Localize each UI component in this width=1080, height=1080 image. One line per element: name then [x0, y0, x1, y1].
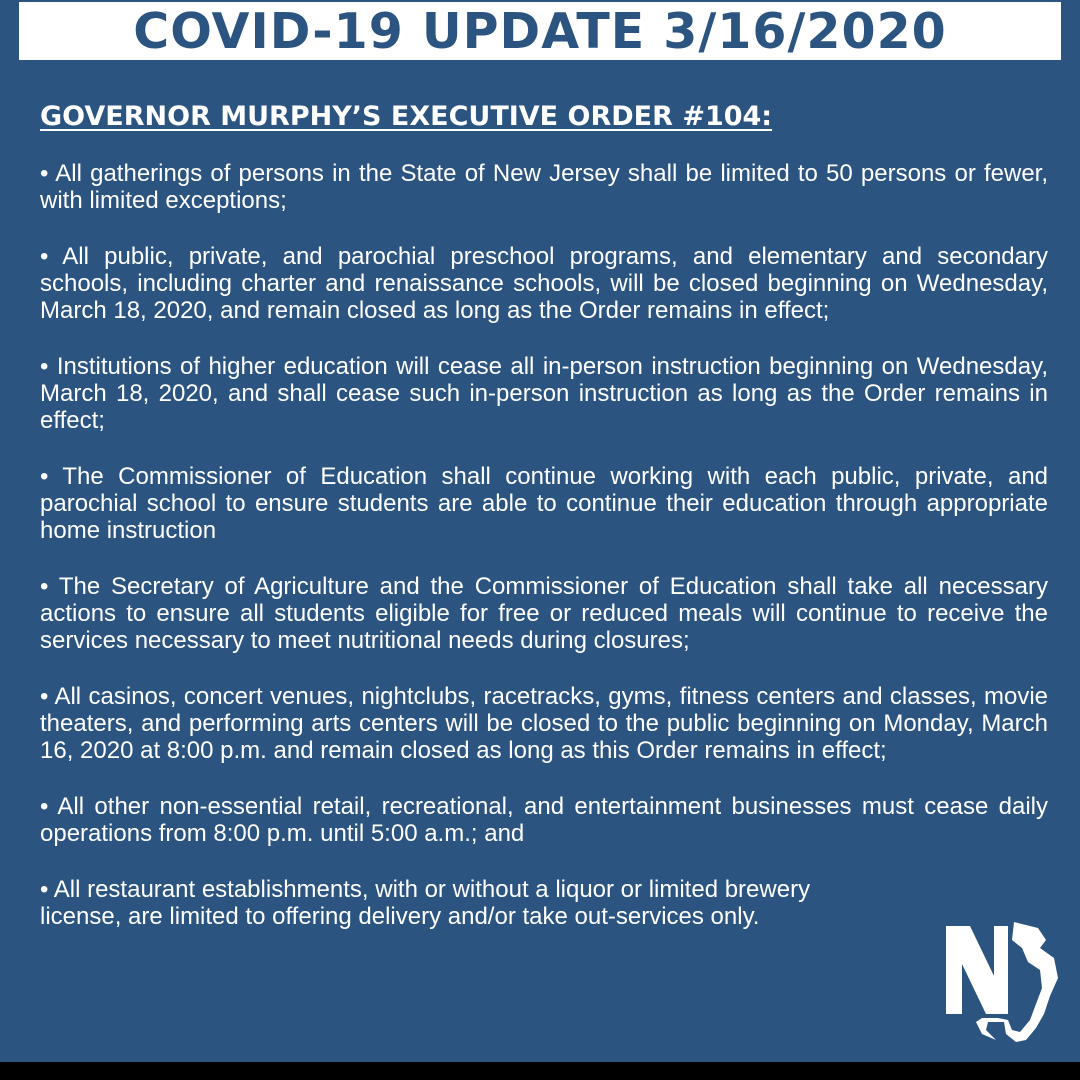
bullet-icon: •	[40, 243, 49, 270]
bullet-icon: •	[40, 876, 49, 903]
update-title: COVID-19 UPDATE 3/16/2020	[133, 2, 947, 60]
list-item	[40, 353, 1048, 434]
title-banner	[19, 2, 1061, 60]
bullet-icon: •	[40, 160, 49, 187]
order-provisions-list	[40, 160, 1048, 959]
provision-text: All gatherings of persons in the State of New Jersey shall be limited to 50 persons or fewer, with limited exceptions;	[40, 160, 1049, 214]
bullet-icon: •	[40, 573, 49, 600]
logo-letter-n	[946, 926, 1008, 1014]
list-item	[40, 876, 870, 930]
provision-text: All restaurant establishments, with or without a liquor or limited brewery license, are limited to offering delivery and/or take out-services only.	[40, 876, 811, 930]
provision-text: All casinos, concert venues, nightclubs, racetracks, gyms, fitness centers and classes, movie theaters, and performing arts centers will be closed to the public beginning on Monday, March 16, 2020 at 8:00 p.m. and remain closed as long as this Order remains in effect;	[40, 683, 1049, 764]
list-item	[40, 573, 1048, 654]
bullet-icon: •	[40, 683, 49, 710]
logo-state-inner	[1016, 968, 1032, 1016]
provision-text: The Secretary of Agriculture and the Commissioner of Education shall take all necessary actions to ensure all students eligible for free or reduced meals will continue to receive the services necessary to meet nutritional needs during closures;	[40, 573, 1048, 654]
bullet-icon: •	[40, 353, 49, 380]
list-item	[40, 683, 1048, 764]
list-item	[40, 463, 1048, 544]
list-item	[40, 160, 1048, 214]
provision-text: The Commissioner of Education shall continue working with each public, private, and parochial school to ensure students are able to continue their education through appropriate home instruction	[40, 463, 1049, 544]
provision-text: Institutions of higher education will cease all in-person instruction beginning on Wednesday, March 18, 2020, and shall cease such in-person instruction as long as the Order remains in effect;	[40, 353, 1048, 434]
provision-text: All other non-essential retail, recreational, and entertainment businesses must cease daily operations from 8:00 p.m. until 5:00 a.m.; and	[40, 793, 1048, 847]
bullet-icon: •	[40, 463, 49, 490]
bullet-icon: •	[40, 793, 49, 820]
list-item	[40, 793, 1048, 847]
executive-order-heading: GOVERNOR MURPHY’S EXECUTIVE ORDER #104:	[40, 101, 773, 132]
nj-state-logo-icon	[942, 918, 1064, 1044]
provision-text: All public, private, and parochial preschool programs, and elementary and secondary schools, including charter and renaissance schools, will be closed beginning on Wednesday, March 18, 2020, and remain closed as long as the Order remains in effect;	[40, 243, 1048, 324]
list-item	[40, 243, 1048, 324]
